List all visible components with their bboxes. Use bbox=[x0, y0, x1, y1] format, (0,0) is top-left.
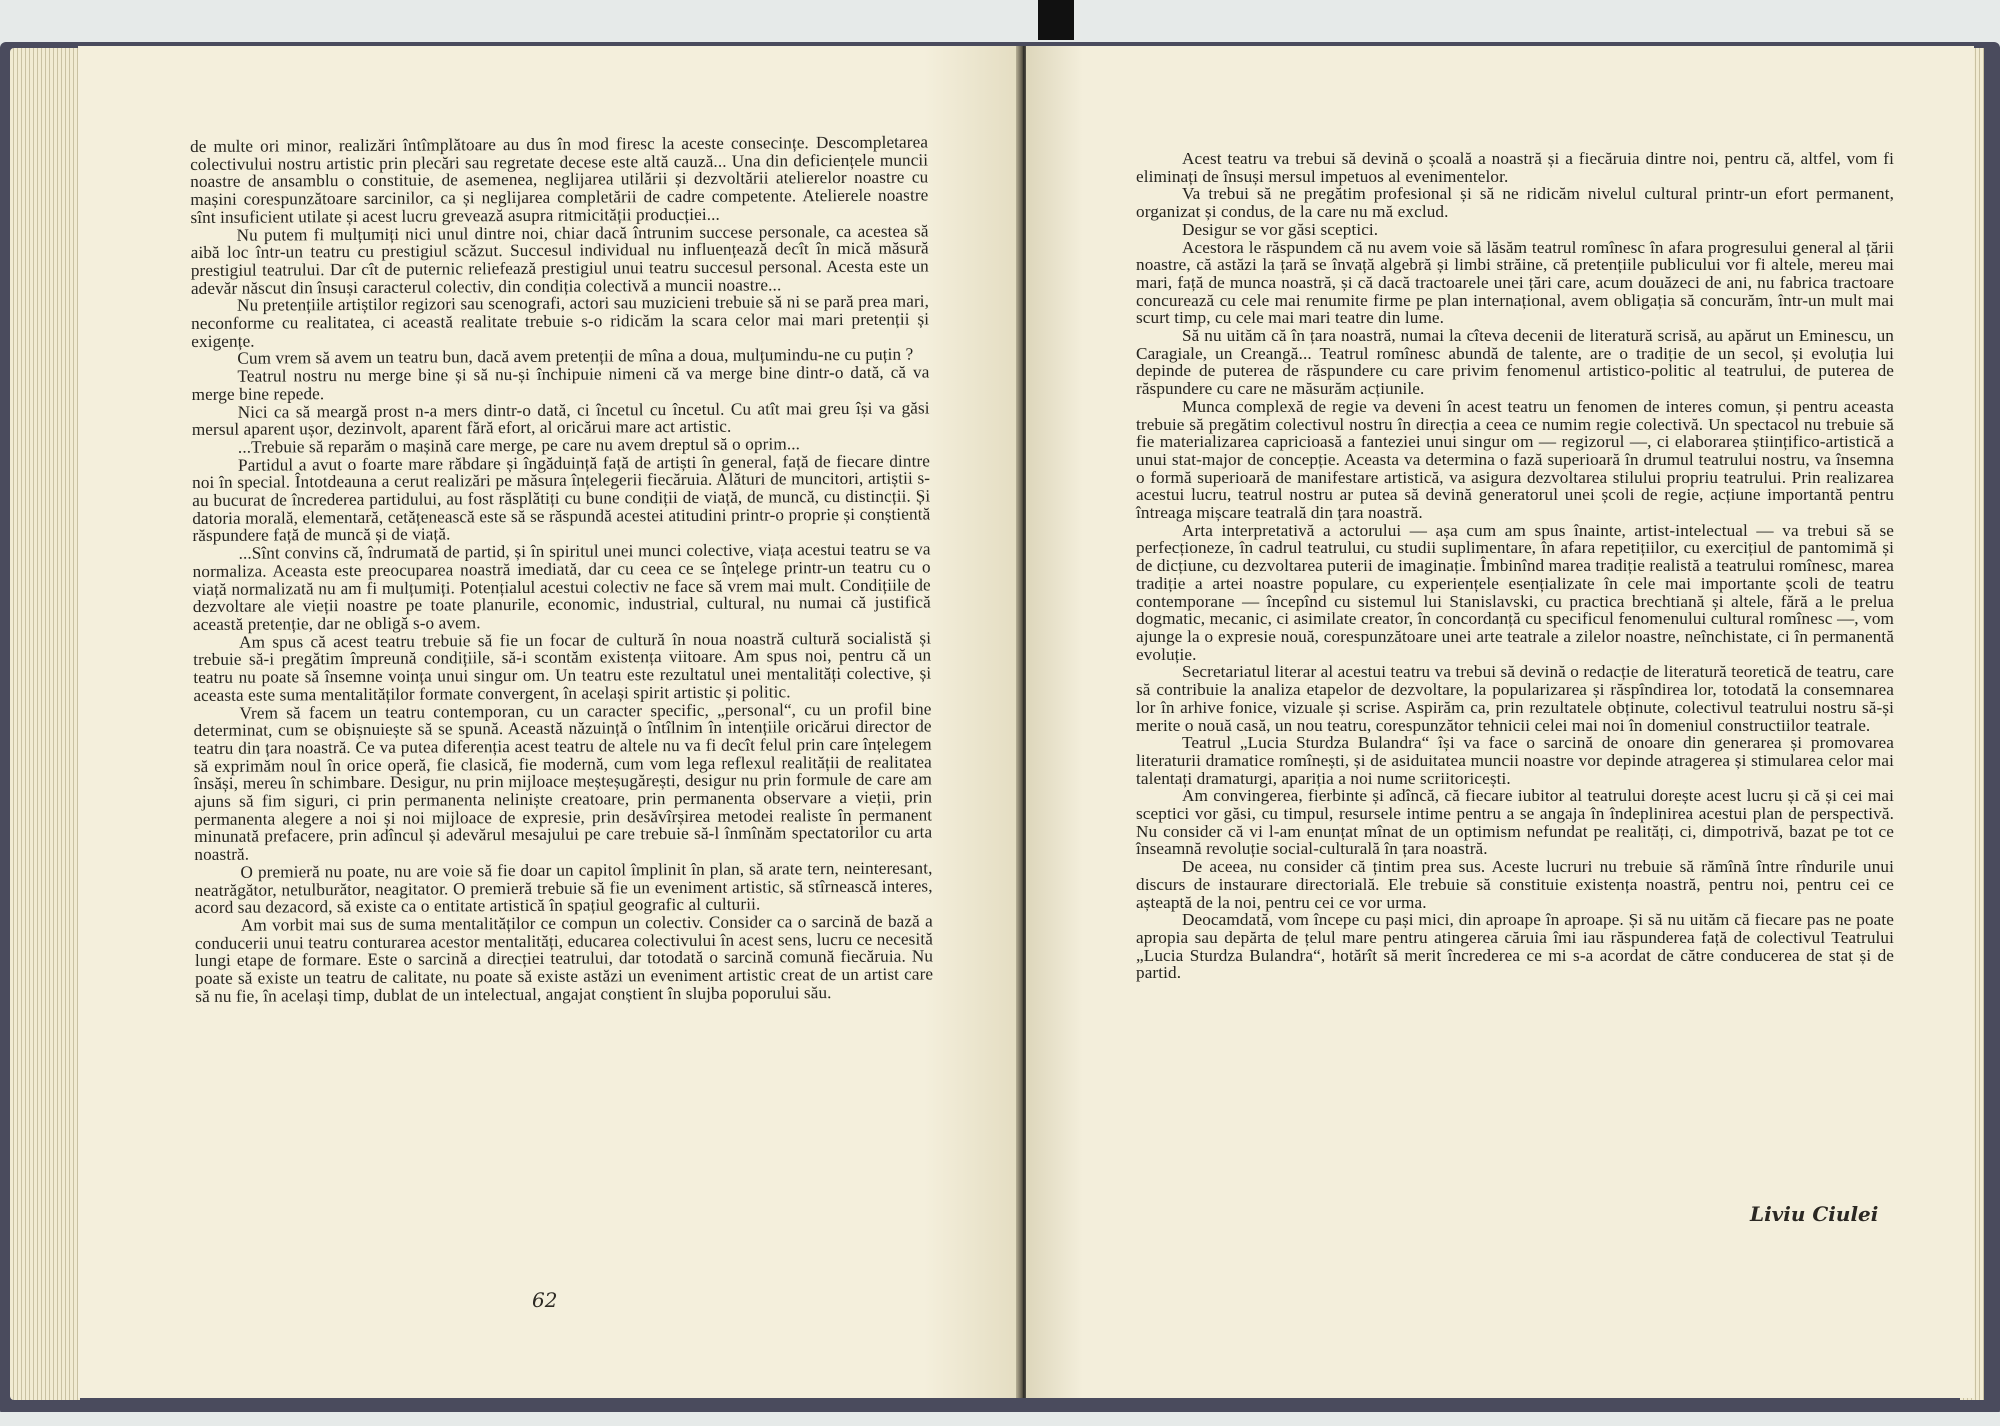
paragraph: Deocamdată, vom începe cu pași mici, din aproape în aproape. Și să nu uităm că fiecare pas ne poate apropia sau depărta de țelul mare pentru atingerea căruia îmi iau răspunderea față de colectivul Teatrului „Lucia Sturdza Bulandra“, hotărît să merit încrederea ce mi s-a acordat de către conducerea de stat și de partid. bbox=[1136, 910, 1894, 983]
paragraph: Partidul a avut o foarte mare răbdare și îngăduință față de artiști în general, față de fiecare dintre noi în special. Întotdeauna a cerut realizări pe măsura înțelegerii fiecăruia. Alături de muncitori, artiștii s-au bucurat de încrederea partidului, au fost răsplătiți cu bune condiții de viață, de muncă, cu distincții. Și datoria morală, elementară, cetățenească este să se răspundă acestei atitudini printr-o proprie și conștientă răspundere față de muncă și de viață. bbox=[192, 451, 931, 546]
paragraph: Am convingerea, fierbinte și adîncă, că fiecare iubitor al teatrului dorește acest lucru și că și cei mai sceptici vor găsi, cu timpul, resursele intime pentru a se angaja în îndeplinirea acestui plan de perspectivă. Nu consider că vi l-am enunțat mînat de un optimism nefundat pe realități, ci, dimpotrivă, bazat pe tot ce înseamnă revoluție social-culturală în țara noastră. bbox=[1136, 786, 1894, 859]
paragraph: O premieră nu poate, nu are voie să fie doar un capitol împlinit în plan, să arate tern, neinteresant, neatrăgător, netulburător, neagitator. O premieră trebuie să fie un eveniment artistic, să stîrnească interes, acord sau dezacord, să existe ca o entitate artistică în spațiul geografic al culturii. bbox=[194, 858, 933, 918]
paragraph: Am vorbit mai sus de suma mentalităților ce compun un colectiv. Consider ca o sarcină de bază a conducerii unui teatru conturarea acestor mentalități, educarea colectivului în acest sens, lucru ce necesită lungi etape de formare. Este o sarcină a direcției teatrului, dar totodată o sarcină comună fiecăruia. Nu poate să existe un teatru de calitate, nu poate să existe astăzi un eveniment artistic creat de un artist care să nu fie, în același timp, dublat de un intelectual, angajat conștient în slujba poporului său. bbox=[194, 911, 934, 1006]
paragraph: de multe ori minor, realizări întîmplătoare au dus în mod firesc la aceste consecințe. Descompletarea colectivului nostru artistic prin plecări sau regretate decese este altă cauză... Una din deficiențele muncii noastre de ansamblu o constituie, de asemenea, neglijarea utilării și dezvoltării atelierelor noastre cu mașini corespunzătoare sarcinilor, ca și neglijarea completării de cadre competente. Atelierele noastre sînt insuficient utilate și acest lucru grevează asupra ritmicității producției... bbox=[189, 132, 929, 227]
right-page-text bbox=[1136, 150, 1894, 982]
paragraph: Cum vrem să avem un teatru bun, dacă avem pretenții de mîna a doua, mulțumindu-ne cu puțin ? bbox=[237, 345, 914, 369]
paragraph: Nu putem fi mulțumiți nici unul dintre noi, chiar dacă întrunim succese personale, ca acestea să aibă loc într-un teatru cu prestigiul scăzut. Succesul individual nu influențează decît în mică măsură prestigiul teatrului. Dar cît de puternic reliefează prestigiul unui teatru succesul personal. Acesta este un adevăr născut din însuși caracterul colectiv, din condiția colectivă a muncii noastre... bbox=[190, 221, 929, 298]
paragraph: Arta interpretativă a actorului — așa cum am spus înainte, artist-intelectual — va trebui să se perfecționeze, în cadrul teatrului, cu studii suplimentare, în afara repetițiilor, cu exercițiul de pantomimă și de dicțiune, cu dezvoltarea puterii de imaginație. Îmbinînd marea tradiție realistă a teatrului romînesc, marea tradiție a artei noastre populare, cu experiențele esențializate în cele mai importante școli de teatru contemporane — începînd cu sistemul lui Stanislavski, cu practica brechtiană și altele, fără a le prelua dogmatic, mecanic, ci asimilate creator, în concordanță cu specificul fenomenului cultural romînesc —, vom ajunge la o expresie nouă, corespunzătoare unei arte teatrale a zilelor noastre, neînchistate, ci în permanentă evoluție. bbox=[1136, 520, 1894, 664]
paragraph: Va trebui să ne pregătim profesional și să ne ridicăm nivelul cultural printr-un efort permanent, organizat și condus, de la care nu mă exclud. bbox=[1136, 184, 1894, 222]
paragraph: ...Sînt convins că, îndrumată de partid, și în spiritul unei munci colective, viața acestui teatru se va normaliza. Aceasta este preocuparea noastră imediată, dar cu ceea ce se înțelege printr-un teatru cu o viață normalizată nu am fi mulțumiți. Potențialul acestui colectiv ne face să vrem mai mult. Condițiile de dezvoltare ale vieții noastre pe toate planurile, economic, industrial, cultural, nu numai că justifică această pretenție, dar ne obligă s-o avem. bbox=[192, 539, 931, 634]
bookmark-tab bbox=[1038, 0, 1074, 40]
left-page-text bbox=[190, 133, 933, 1005]
paragraph: Munca complexă de regie va deveni în acest teatru un fenomen de interes comun, și pentru aceasta trebuie să pregătim colectivul nostru în direcția a ceea ce numim regie colectivă. Un spectacol nu trebuie să fie materializarea capricioasă a fanteziei unui singur om — regizorul —, ci elaborarea științifico-artistică a unui stat-major de concepție. Aceasta va determina o fază superioară în drumul teatrului nostru, va însemna o formă superioară de manifestare artistică, va asigura dezvoltarea stilului propriu teatrului. Prin realizarea acestui lucru, teatrul nostru ar putea să devină generatorul unei școli de regie, acțiune importantă pentru întreaga mișcare teatrală din țara noastră. bbox=[1136, 396, 1894, 523]
paragraph: Teatrul nostru nu merge bine și să nu-și închipuie nimeni că va merge bine dintr-o dată, că va merge bine repede. bbox=[191, 362, 930, 404]
author-signature: Liviu Ciulei bbox=[1750, 1202, 1879, 1226]
paragraph: Desigur se vor găsi sceptici. bbox=[1182, 219, 1379, 239]
paragraph: Nu pretențiile artiștilor regizori sau scenografi, actori sau muzicieni trebuie să ni se pară prea mari, neconforme cu realitatea, ci această realitate trebuie s-o ridicăm la scara celor mai mari pretenții și exigențe. bbox=[191, 291, 930, 351]
paragraph: Acestora le răspundem că nu avem voie să lăsăm teatrul romînesc în afara progresului general al țării noastre, că astăzi la țară se învață algebră și limbi străine, că pretențiile publicului vor fi altele, mereu mai mari, față de munca noastră, și că dacă tractoarele unei țări care, acum douăzeci de ani, nu fabrica tractoare concurează cu cele mai renumite firme pe plan internațional, avem obligația să concurăm, într-un mult mai scurt timp, cu cele mai mari teatre din lume. bbox=[1136, 237, 1894, 328]
page-number: 62 bbox=[532, 1288, 558, 1312]
paragraph: Vrem să facem un teatru contemporan, cu un caracter specific, „personal“, cu un profil bine determinat, cum se obișnuiește să se spună. Această năzuință o întîlnim în intențiile oricărui director de teatru din țara noastră. Ce va putea diferenția acest teatru de altele nu va fi decît felul prin care înțelegem să exprimăm noul în orice operă, fie clasică, fie modernă, cum vom lega reflexul realității de realitatea însăși, mereu în schimbare. Desigur, nu prin mijloace meșteșugărești, desigur nu prin formule de care am ajuns să fim siguri, ci prin permanenta neliniște creatoare, prin permanenta observare a vieții, prin permanenta alegere a noi și noi mijloace de expresie, prin desăvîrșirea metodei realiste în permanent minunată prefacere, prin adîncul și adevărul mesajului pe care trebuie să-l înmînăm spectatorilor cu arta noastră. bbox=[193, 698, 933, 865]
paragraph: Acest teatru va trebui să devină o școală a noastră și a fiecăruia dintre noi, pentru că, altfel, vom fi eliminați de însuși mersul impetuos al evenimentelor. bbox=[1136, 149, 1894, 186]
paragraph: Teatrul „Lucia Sturdza Bulandra“ își va face o sarcină de onoare din generarea și promovarea literaturii dramatice romînești, și de asiduitatea muncii noastre vor depinde atragerea și stimularea celor mai talentați dramaturgi, apariția a noi nume scriitoricești. bbox=[1136, 733, 1894, 788]
paragraph: Să nu uităm că în țara noastră, numai la cîteva decenii de literatură scrisă, au apărut un Eminescu, un Caragiale, un Creangă... Teatrul romînesc abundă de talente, are o tradiție de un secol, și evoluția lui depinde de puterea de răspundere cu care privim fenomenul artistico-politic al teatrului, de puterea de răspundere cu care ne măsurăm acțiunile. bbox=[1136, 326, 1894, 399]
paragraph: ...Trebuie să reparăm o mașină care merge, pe care nu avem dreptul să o oprim... bbox=[237, 434, 801, 457]
paragraph: Secretariatul literar al acestui teatru va trebui să devină o redacție de literatură teoretică de teatru, care să contribuie la analiza etapelor de dezvoltare, la popularizarea și răspîndirea lor, totodată la consemnarea lor în arhive fonice, vizuale și scrise. Aspirăm ca, prin rezultatele obținute, colectivul teatrului nostru să-și merite o nouă casă, un nou teatru, corespunzător tehnicii celei mai noi în domeniul constructiilor teatrale. bbox=[1136, 662, 1894, 735]
page-edges-left bbox=[10, 48, 80, 1400]
right-page bbox=[1026, 46, 1974, 1398]
paragraph: Am spus că acest teatru trebuie să fie un focar de cultură în noua noastră cultură socialistă și trebuie să-i pregătim împreună condițiile, să-i scontăm existența viitoare. Am spus noi, pentru că un teatru nu poate să însemne voința unui singur om. Un teatru este rezultatul unei mentalități colective, și aceasta este suma mentalităților formate convergent, în același spirit artistic și politic. bbox=[193, 628, 932, 705]
paragraph: Nici ca să meargă prost n-a mers dintr-o dată, ci încetul cu încetul. Cu atît mai greu își va găsi mersul aparent ușor, dezinvolt, aparent fără efort, al oricărui mare act artistic. bbox=[191, 398, 930, 440]
paragraph: De aceea, nu consider că țintim prea sus. Aceste lucruri nu trebuie să rămînă între rîndurile unui discurs de instaurare directorială. Ele trebuie să constituie existența noastră, pentru noi, pentru cei ce așteaptă de la noi, pentru cei ce vor urma. bbox=[1136, 857, 1894, 912]
scan-background-bottom bbox=[0, 1412, 2000, 1426]
left-page bbox=[78, 46, 1018, 1398]
scan-background-top bbox=[0, 0, 2000, 46]
